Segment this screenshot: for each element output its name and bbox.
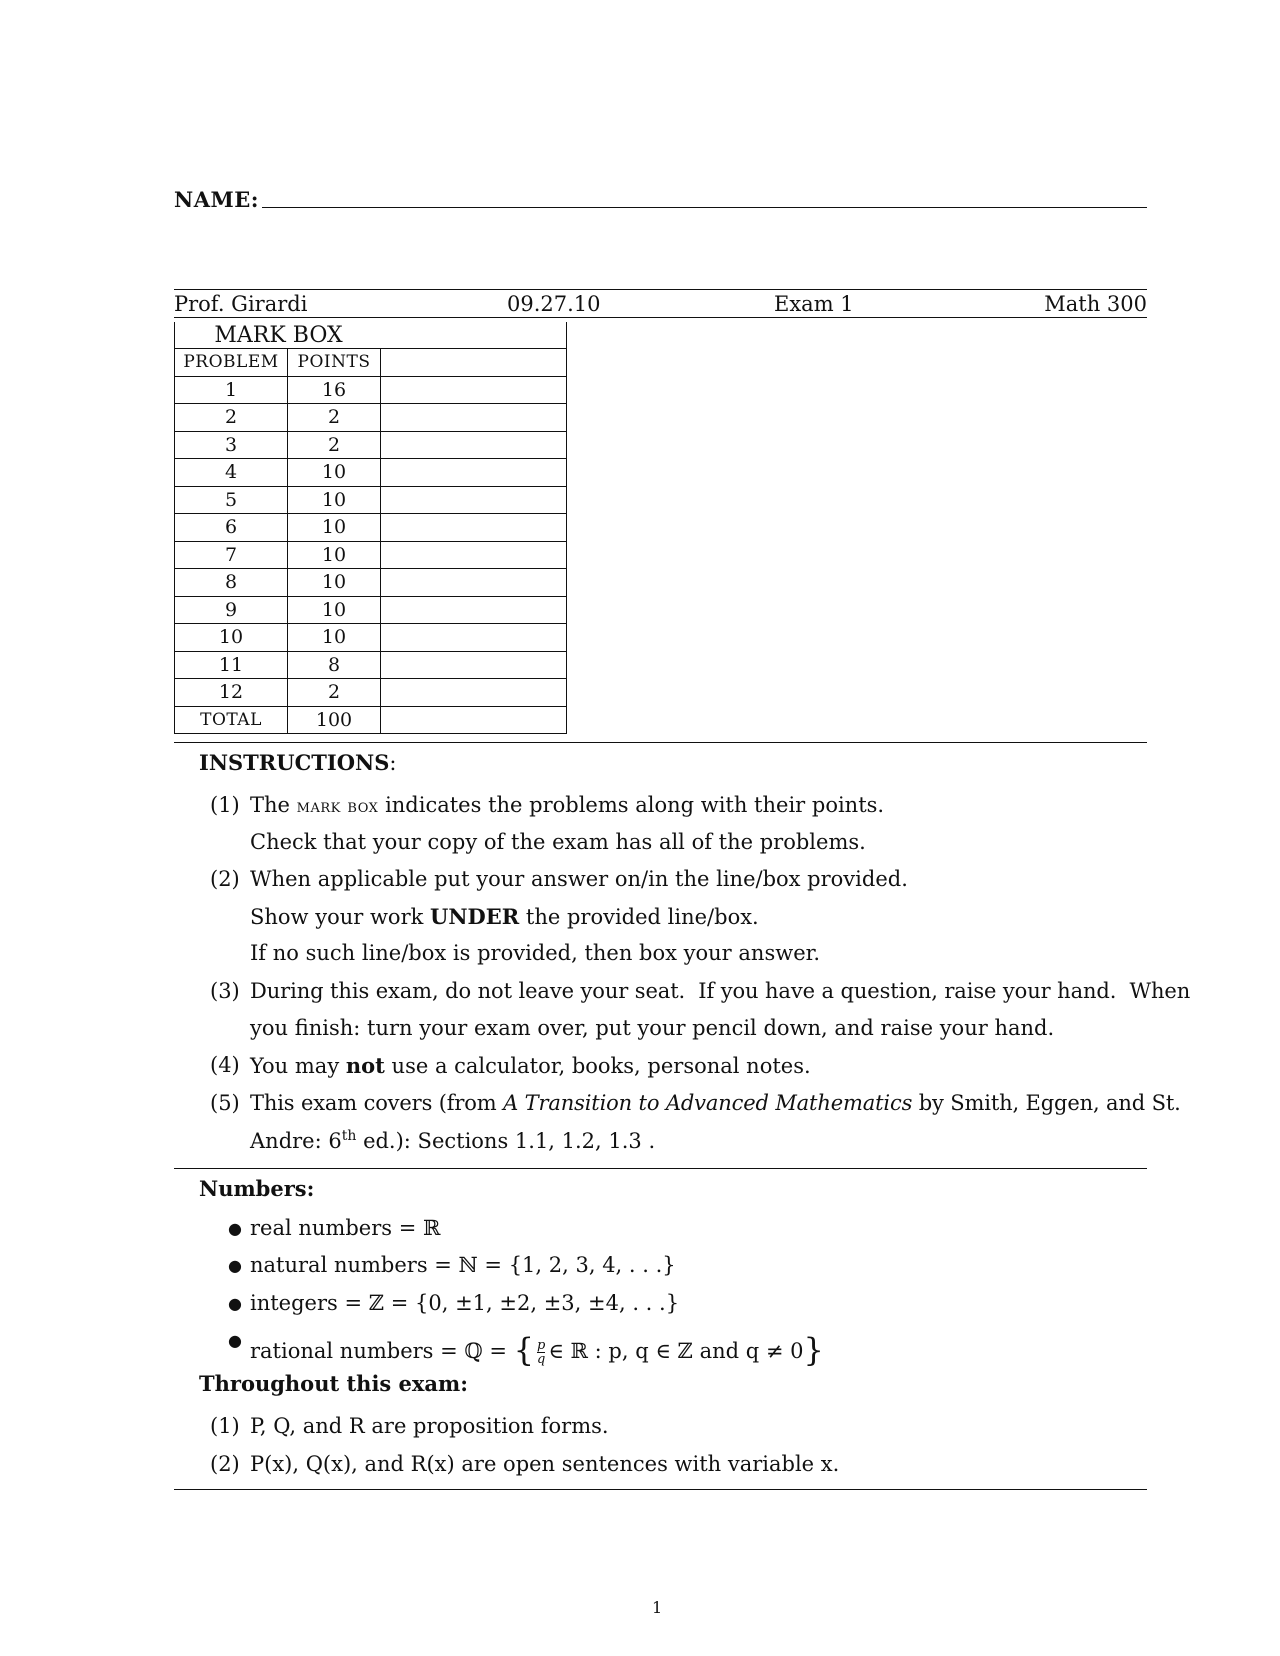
frac-numerator: p [537,1338,546,1353]
problem-points: 2 [288,679,381,707]
score-cell[interactable] [381,431,567,459]
problem-points: 10 [288,541,381,569]
instr-2-line3: If no such line/box is provided, then box your answer. [250,941,821,965]
score-cell[interactable] [381,596,567,624]
header-bottom-rule [174,317,1147,318]
instr-3-line1: During this exam, do not leave your seat. If you have a question, raise your hand. When [250,979,1191,1003]
throughout-1-text: P, Q, and R are proposition forms. [250,1414,609,1438]
header-top-rule [174,289,1147,290]
problem-points: 10 [288,569,381,597]
problem-points: 10 [288,514,381,542]
problem-number: 6 [175,514,288,542]
problem-number: 9 [175,596,288,624]
bullet: ● [228,1219,242,1238]
mark-box-row [175,624,567,652]
problem-number: 1 [175,376,288,404]
instr-3-num: (3) [210,979,240,1003]
name-row [174,187,1147,217]
frac-denominator: q [537,1352,546,1367]
mark-box-row [175,596,567,624]
total-label: TOTAL [175,706,288,734]
problem-number: 7 [175,541,288,569]
problem-points: 8 [288,651,381,679]
throughout-2-text: P(x), Q(x), and R(x) are open sentences with variable x. [250,1452,840,1476]
exam-header [174,292,1147,320]
mark-box-row [175,651,567,679]
problem-points: 10 [288,459,381,487]
page-number: 1 [652,1598,663,1617]
instr-1-num: (1) [210,793,240,817]
mark-box-title: MARK BOX [175,322,567,349]
natural-numbers: natural numbers = ℕ = {1, 2, 3, 4, . . .} [250,1253,676,1277]
rational-numbers: rational numbers = ℚ = { $\frac{p}{q}$ ∈ ℝ : p, q ∈ ℤ and q ≠ 0} [250,1331,824,1369]
mark-box-row [175,404,567,432]
mark-box-row [175,679,567,707]
rule-bottom [174,1489,1147,1490]
throughout-2-num: (2) [210,1452,240,1476]
problem-number: 11 [175,651,288,679]
score-header-cell [381,349,567,377]
bullet: ● [228,1294,242,1313]
instr-3-line2: you finish: turn your exam over, put your pencil down, and raise your hand. [250,1016,1055,1040]
rule-above-numbers [174,1168,1147,1169]
numbers-heading: Numbers: [199,1176,315,1201]
bullet: ● [228,1331,242,1350]
mark-box-row [175,486,567,514]
problem-points: 10 [288,596,381,624]
instructions-heading: INSTRUCTIONS: [199,750,397,775]
instr-4-num: (4) [210,1053,240,1077]
name-label: NAME: [174,187,259,212]
mark-box-row [175,431,567,459]
problem-number: 4 [175,459,288,487]
problem-number: 8 [175,569,288,597]
instr-2-num: (2) [210,867,240,891]
exam-title: Exam 1 [774,292,854,316]
mark-box-row [175,569,567,597]
real-numbers: real numbers = ℝ [250,1216,441,1240]
score-cell[interactable] [381,679,567,707]
instr-5-line2: Andre: 6th ed.): Sections 1.1, 1.2, 1.3 . [250,1128,656,1153]
score-cell[interactable] [381,569,567,597]
problem-points: 10 [288,624,381,652]
problem-points: 16 [288,376,381,404]
instr-5-line1: This exam covers (from A Transition to Advanced Mathematics by Smith, Eggen, and St. [250,1091,1181,1115]
mark-box-row [175,376,567,404]
score-cell[interactable] [381,459,567,487]
throughout-heading: Throughout this exam: [199,1371,469,1396]
name-answer-line[interactable] [262,207,1147,208]
problem-number: 10 [175,624,288,652]
col-points-header: POINTS [288,349,381,377]
throughout-1-num: (1) [210,1414,240,1438]
score-cell[interactable] [381,404,567,432]
score-cell[interactable] [381,624,567,652]
total-score-cell[interactable] [381,706,567,734]
mark-box-row [175,514,567,542]
score-cell[interactable] [381,376,567,404]
score-cell[interactable] [381,651,567,679]
problem-number: 3 [175,431,288,459]
mark-box-row [175,459,567,487]
score-cell[interactable] [381,486,567,514]
total-points: 100 [288,706,381,734]
score-cell[interactable] [381,541,567,569]
mark-box-table [174,322,567,734]
problem-number: 2 [175,404,288,432]
score-cell[interactable] [381,514,567,542]
instr-1-line1: The mark box indicates the problems along with their points. [250,793,885,817]
course-name: Math 300 [1044,292,1147,316]
professor: Prof. Girardi [174,292,308,316]
integers: integers = ℤ = {0, ±1, ±2, ±3, ±4, . . .} [250,1291,680,1315]
mark-box-row [175,541,567,569]
problem-points: 2 [288,404,381,432]
instr-2-line2: Show your work UNDER the provided line/box. [250,904,759,929]
col-problem-header: PROBLEM [175,349,288,377]
problem-points: 10 [288,486,381,514]
bullet: ● [228,1256,242,1275]
instr-4-line1: You may not use a calculator, books, personal notes. [250,1053,811,1078]
instr-5-num: (5) [210,1091,240,1115]
exam-date: 09.27.10 [507,292,601,316]
problem-number: 12 [175,679,288,707]
problem-points: 2 [288,431,381,459]
problem-number: 5 [175,486,288,514]
instr-1-line2: Check that your copy of the exam has all of the problems. [250,830,866,854]
rule-above-instructions [174,742,1147,743]
instr-2-line1: When applicable put your answer on/in the line/box provided. [250,867,908,891]
